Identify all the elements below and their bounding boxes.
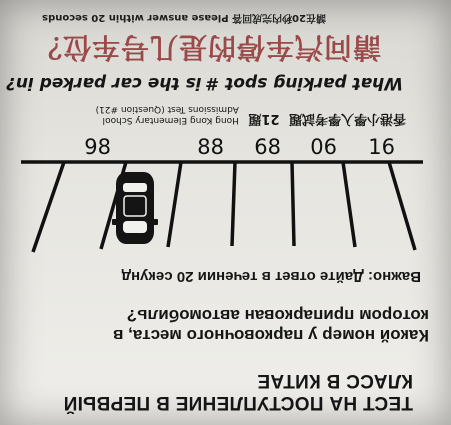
spot-divider-7	[33, 162, 64, 252]
spot-number-4: 88	[197, 135, 224, 159]
time-limit-note: 請在20秒内完成回答 Please answer within 20 seconds	[42, 12, 326, 23]
spot-number-6: 98	[84, 135, 111, 159]
spot-divider-4	[232, 162, 235, 246]
russian-title-line2: КЛАСС В КИТАЕ	[257, 370, 413, 391]
test-header	[96, 103, 406, 125]
question-number: 21題	[248, 111, 280, 126]
school-name-en-line2: Admissions Test (Question #21)	[95, 104, 239, 114]
spot-number-1: 16	[368, 135, 395, 159]
question-english: What parking spot # is the car parked in?	[5, 73, 403, 93]
spot-divider-5	[168, 162, 181, 247]
question-chinese: 請问汽车停的是几号车位？	[32, 31, 381, 64]
spot-number-3: 68	[254, 135, 281, 159]
russian-question-line2: котором припаркован автомобиль?	[126, 306, 429, 325]
school-name-cn: 香港小學入學考試題	[288, 111, 406, 126]
school-name-en	[96, 103, 239, 125]
russian-question-line1: Какой номер у парковочного места, в	[112, 326, 429, 345]
spot-number-2: 06	[310, 135, 337, 159]
car-top-view-icon	[112, 172, 158, 244]
russian-title-line1: ТЕСТ НА ПОСТУПЛЕНИЕ В ПЕРВЫЙ	[63, 392, 413, 413]
russian-warning: Важно: Дайте ответ в течении 20 секунд	[121, 268, 421, 285]
school-name-en-line1: Hong Kong Elementary School	[102, 115, 239, 125]
spot-divider-1	[389, 162, 415, 250]
spot-divider-3	[292, 162, 294, 246]
spot-divider-2	[343, 162, 355, 247]
